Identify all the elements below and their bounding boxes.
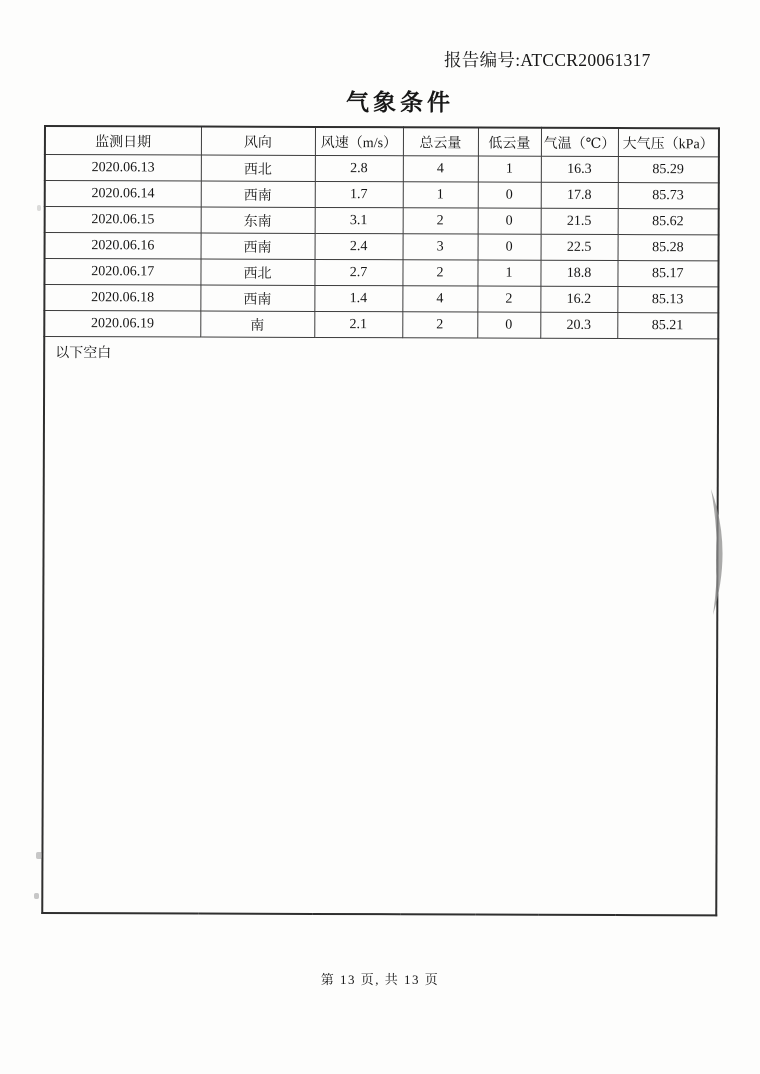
table-row [45,181,719,209]
cell-temperature: 17.8 [541,182,618,208]
cell-total-cloud: 2 [402,260,477,286]
table-row [44,311,718,339]
cell-wind-speed: 2.8 [315,155,403,181]
cell-wind-speed: 1.7 [315,181,403,207]
cell-wind-direction: 南 [200,311,314,337]
cell-wind-speed: 2.4 [315,233,403,259]
cell-low-cloud: 0 [478,234,541,260]
cell-wind-speed: 1.4 [314,285,402,311]
cell-temperature: 20.3 [540,312,617,338]
cell-temperature: 22.5 [541,234,618,260]
cell-date: 2020.06.19 [44,311,200,338]
blank-filler-row [42,337,718,916]
col-header-low-cloud: 低云量 [478,128,541,157]
scan-speck [37,205,41,211]
table-header-row [45,126,719,157]
cell-date: 2020.06.14 [45,181,201,208]
cell-date: 2020.06.17 [44,259,200,286]
cell-total-cloud: 4 [403,156,478,182]
scan-speck [34,893,39,899]
page-title: 气象条件 [346,90,454,115]
col-header-monitor-date: 监测日期 [45,126,201,155]
table-row [45,233,719,261]
cell-pressure: 85.28 [618,235,719,261]
cell-total-cloud: 3 [403,234,478,260]
cell-date: 2020.06.15 [45,207,201,234]
cell-temperature: 16.2 [540,286,617,312]
cell-low-cloud: 2 [477,286,540,312]
cell-wind-direction: 西南 [201,233,315,259]
cell-pressure: 85.73 [618,183,719,209]
cell-pressure: 85.62 [618,209,719,235]
cell-low-cloud: 0 [477,312,540,338]
cell-date: 2020.06.13 [45,155,201,182]
cell-date: 2020.06.18 [44,285,200,312]
cell-low-cloud: 0 [478,182,541,208]
table-row [44,259,718,287]
page-footer: 第 13 页, 共 13 页 [320,972,440,987]
table-row [44,285,718,313]
col-header-pressure: 大气压（kPa） [618,128,719,157]
col-header-temperature: 气温（℃） [541,128,618,157]
cell-wind-direction: 西南 [201,181,315,207]
cell-wind-direction: 东南 [201,207,315,233]
cell-wind-speed: 2.7 [314,259,402,285]
col-header-wind-direction: 风向 [201,127,315,156]
table-row [45,155,719,183]
cell-wind-direction: 西北 [200,259,314,285]
weather-conditions-table [41,125,720,916]
cell-wind-speed: 2.1 [314,311,402,337]
cell-wind-speed: 3.1 [315,207,403,233]
cell-low-cloud: 1 [477,260,540,286]
cell-total-cloud: 2 [402,312,477,338]
table-row [45,207,719,235]
cell-total-cloud: 2 [403,208,478,234]
cell-pressure: 85.21 [617,313,718,339]
cell-wind-direction: 西南 [200,285,314,311]
cell-pressure: 85.17 [617,261,718,287]
col-header-wind-speed: 风速（m/s） [315,127,403,156]
cell-pressure: 85.13 [617,287,718,313]
cell-date: 2020.06.16 [45,233,201,260]
cell-low-cloud: 1 [478,156,541,182]
cell-temperature: 16.3 [541,156,618,182]
cell-total-cloud: 1 [403,182,478,208]
cell-wind-direction: 西北 [201,155,315,181]
scan-speck [36,852,42,859]
blank-below-note: 以下空白 [42,337,718,916]
cell-pressure: 85.29 [618,157,719,183]
cell-total-cloud: 4 [402,286,477,312]
cell-temperature: 21.5 [541,208,618,234]
report-number: 报告编号:ATCCR20061317 [444,50,651,70]
col-header-total-cloud: 总云量 [403,127,478,156]
cell-temperature: 18.8 [540,260,617,286]
cell-low-cloud: 0 [478,208,541,234]
